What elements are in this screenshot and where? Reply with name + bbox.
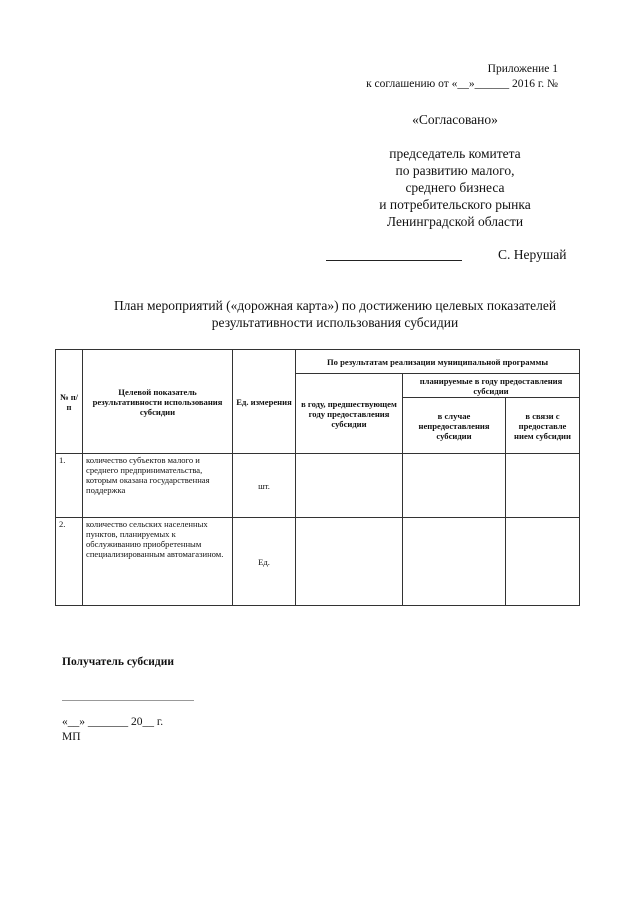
approval-line: по развитию малого, — [395, 163, 515, 178]
header-planned-group: планируемые в году предоставления субсидии — [403, 374, 580, 398]
row-no-subsidy — [403, 454, 506, 518]
header-with-subsidy: в связи с предоставле нием субсидии — [506, 398, 580, 454]
appendix-label: Приложение 1 — [487, 63, 558, 75]
table-row — [56, 454, 580, 518]
row-prev-year — [296, 518, 403, 606]
recipient-label: Получатель субсидии — [62, 656, 174, 668]
row-with-subsidy — [506, 518, 580, 606]
agreement-reference: к соглашению от «__»______ 2016 г. № — [366, 78, 558, 90]
header-unit: Ед. измерения — [233, 350, 296, 454]
approval-line: председатель комитета — [389, 146, 521, 161]
row-num: 2. — [56, 518, 83, 606]
row-indicator: количество субъектов малого и среднего предпринимательства, которым оказана государственная поддержка — [83, 454, 233, 518]
row-with-subsidy — [506, 454, 580, 518]
date-line: «__» _______ 20__ г. — [62, 716, 164, 728]
row-indicator: количество сельских населенных пунктов, планируемых к обслуживанию приобретенным специализированным автомагазином. — [83, 518, 233, 606]
header-results-group: По результатам реализации муниципальной программы — [296, 350, 580, 374]
approval-title: «Согласовано» — [412, 112, 498, 127]
table-row — [56, 518, 580, 606]
header-indicator: Целевой показатель результативности использования субсидии — [83, 350, 233, 454]
row-unit: Ед. — [233, 518, 296, 606]
stamp-label: МП — [62, 731, 81, 743]
header-prev-year: в году, предшествующем году предоставления субсидии — [296, 374, 403, 454]
approval-line: Ленинградской области — [386, 214, 524, 229]
row-unit: шт. — [233, 454, 296, 518]
plan-table — [55, 349, 580, 606]
row-no-subsidy — [403, 518, 506, 606]
signature-line — [326, 260, 462, 261]
document-title-line: План мероприятий («дорожная карта») по достижению целевых показателей — [113, 298, 557, 313]
recipient-signature-line — [62, 700, 194, 701]
document-title-line: результативности использования субсидии — [211, 315, 459, 330]
approval-position — [330, 145, 580, 230]
header-no-subsidy: в случае непредоставления субсидии — [403, 398, 506, 454]
approval-line: среднего бизнеса — [405, 180, 505, 195]
approval-line: и потребительского рынка — [379, 197, 531, 212]
signatory-name: С. Нерушай — [498, 247, 567, 262]
document-title — [40, 297, 630, 331]
header-num: № п/п — [56, 350, 83, 454]
row-prev-year — [296, 454, 403, 518]
row-num: 1. — [56, 454, 83, 518]
